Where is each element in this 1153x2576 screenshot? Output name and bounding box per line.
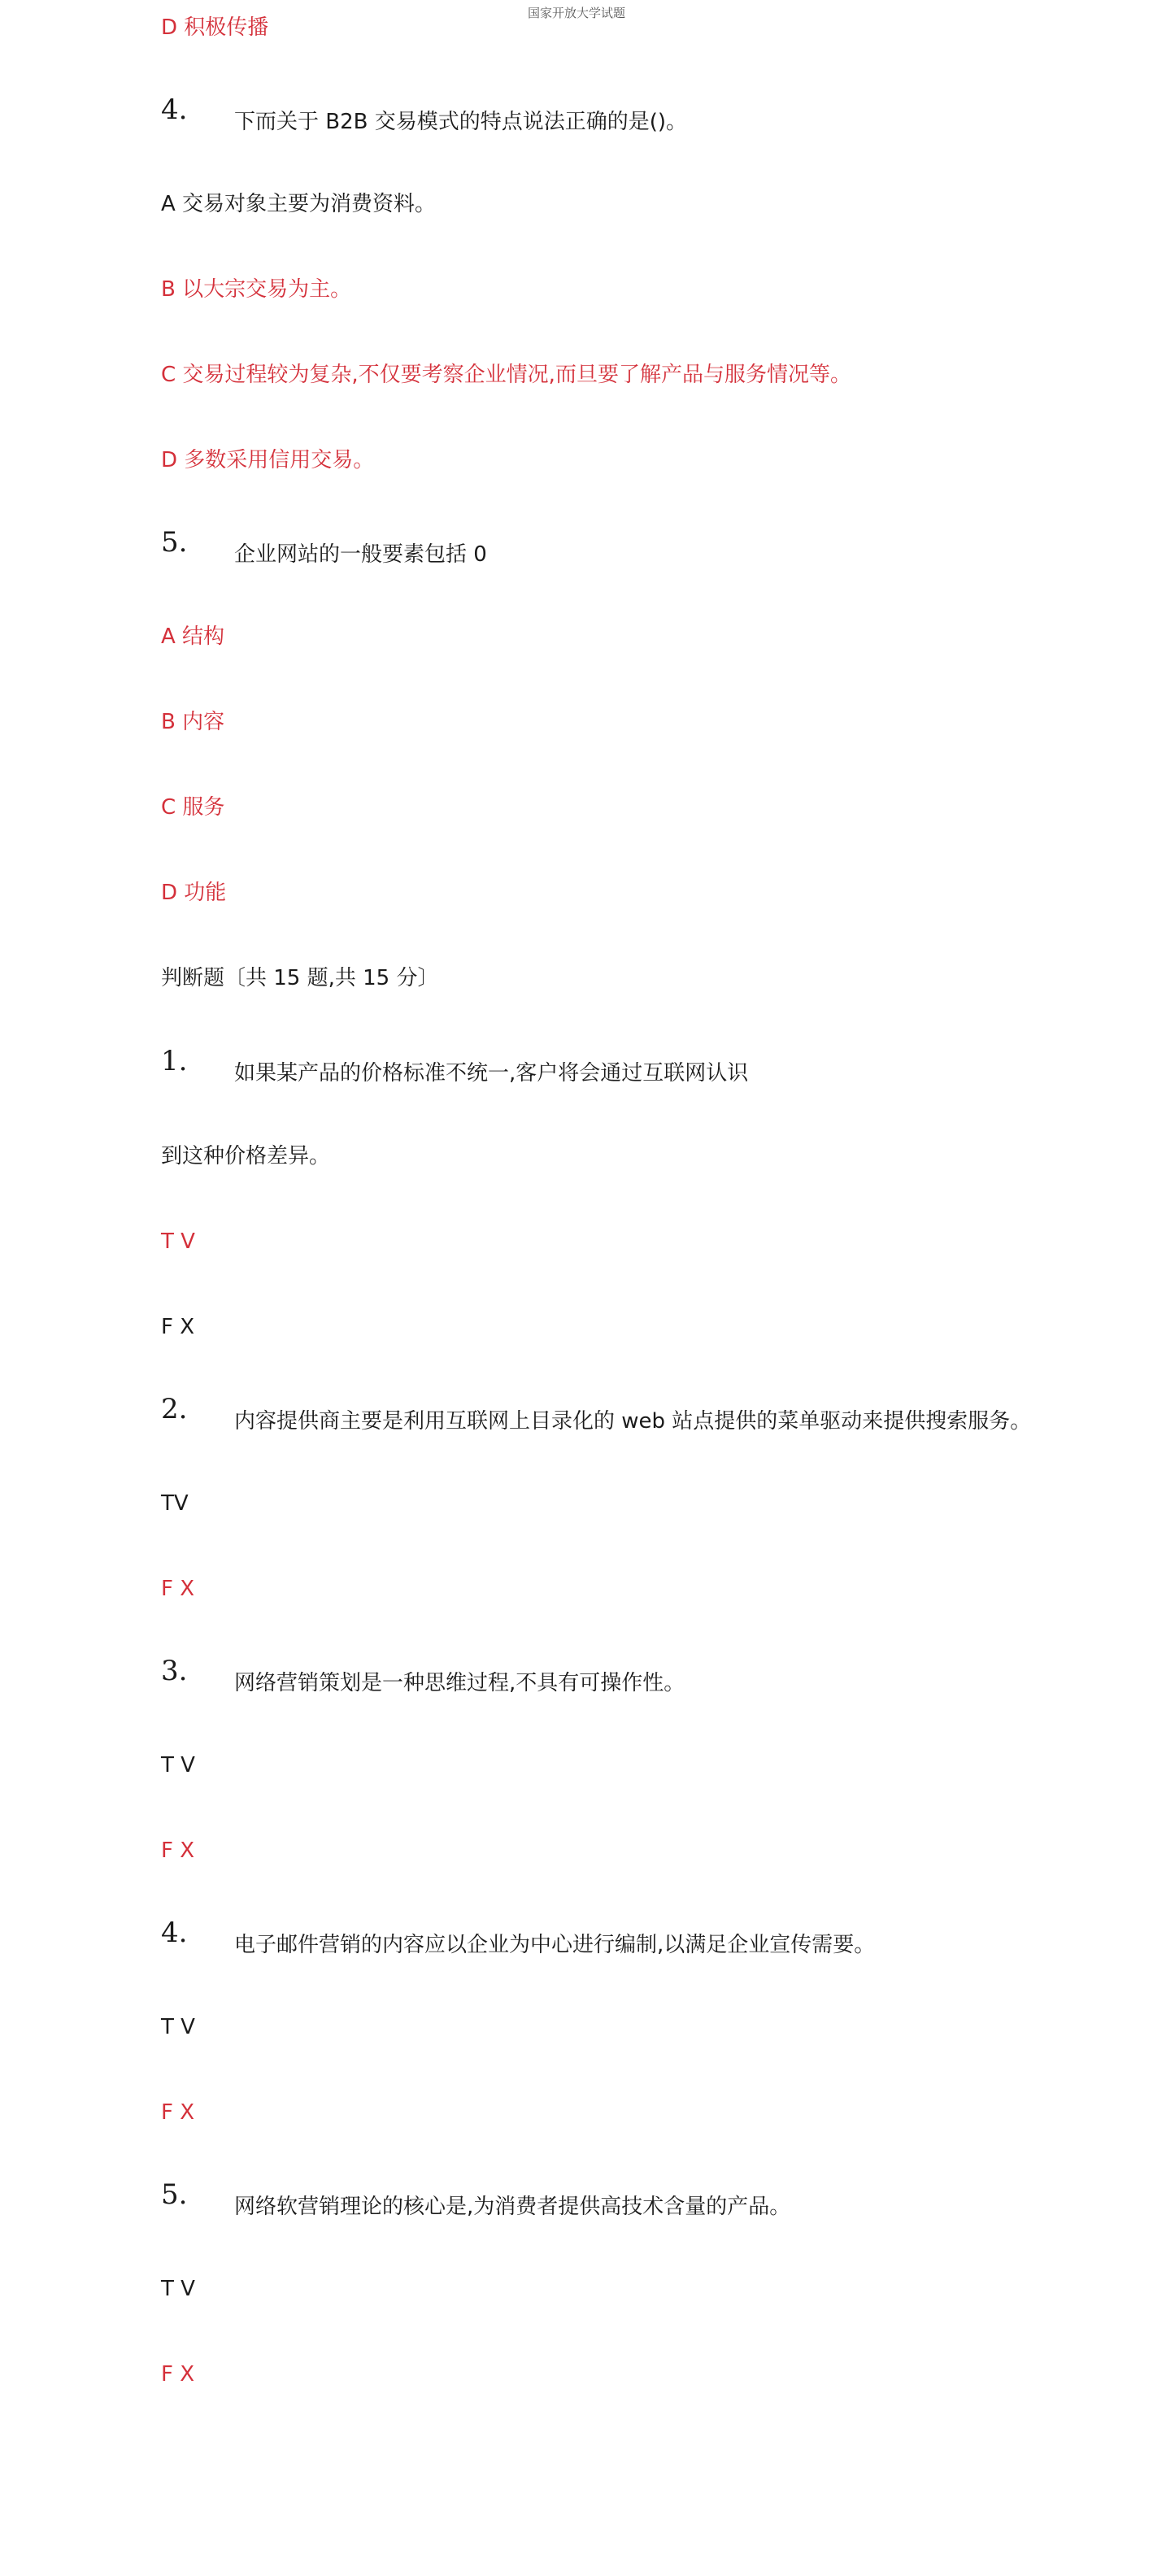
- judgment-q4-stem: 电子邮件营销的内容应以企业为中心进行编制,以满足企业宣传需要。: [234, 1933, 876, 1957]
- q4-option-b: B 以大宗交易为主。: [161, 277, 352, 302]
- judgment-q5-true: T V: [161, 2277, 195, 2301]
- judgment-q1-stem: 如果某产品的价格标准不统一,客户将会通过互联网认识: [234, 1061, 749, 1086]
- judgment-q2-true: TV: [161, 1491, 189, 1516]
- judgment-q1-true: T V: [161, 1229, 195, 1254]
- page-header: 国家开放大学试题: [527, 6, 625, 20]
- judgment-q1-number: 1.: [161, 1045, 188, 1077]
- q4-number: 4.: [161, 94, 188, 126]
- judgment-q1-false: F X: [161, 1315, 195, 1339]
- judgment-q2-stem: 内容提供商主要是利用互联网上目录化的 web 站点提供的菜单驱动来提供搜索服务。: [234, 1409, 1032, 1434]
- q5-option-d: D 功能: [161, 881, 227, 905]
- judgment-q5-number: 5.: [161, 2178, 188, 2211]
- q5-option-a: A 结构: [161, 624, 225, 649]
- judgment-q4-true: T V: [161, 2015, 195, 2039]
- q4-option-c: C 交易过程较为复杂,不仅要考察企业情况,而旦要了解产品与服务情况等。: [161, 363, 851, 387]
- judgment-q4-number: 4.: [161, 1917, 188, 1949]
- q5-option-c: C 服务: [161, 795, 225, 820]
- judgment-q1-stem-continued: 到这种价格差异。: [161, 1144, 331, 1168]
- q4-stem: 下而关于 B2B 交易模式的特点说法正确的是()。: [234, 110, 688, 134]
- judgment-q4-false: F X: [161, 2100, 195, 2125]
- judgment-q3-true: T V: [161, 1753, 195, 1778]
- section-title: 判断题〔共 15 题,共 15 分〕: [161, 966, 439, 990]
- judgment-q5-false: F X: [161, 2362, 195, 2387]
- q5-option-b: B 内容: [161, 710, 225, 734]
- judgment-q3-stem: 网络营销策划是一种思维过程,不具有可操作性。: [234, 1671, 685, 1695]
- judgment-q3-number: 3.: [161, 1655, 188, 1687]
- judgment-q3-false: F X: [161, 1838, 195, 1863]
- judgment-q2-false: F X: [161, 1577, 195, 1601]
- q5-stem: 企业网站的一般要素包括 0: [234, 542, 487, 567]
- q4-option-a: A 交易对象主要为消费资料。: [161, 192, 437, 216]
- prev-option-d: D 积极传播: [161, 15, 269, 40]
- judgment-q5-stem: 网络软营销理论的核心是,为消费者提供高技术含量的产品。: [234, 2195, 791, 2219]
- judgment-q2-number: 2.: [161, 1393, 188, 1425]
- q5-number: 5.: [161, 526, 188, 559]
- q4-option-d: D 多数采用信用交易。: [161, 448, 375, 472]
